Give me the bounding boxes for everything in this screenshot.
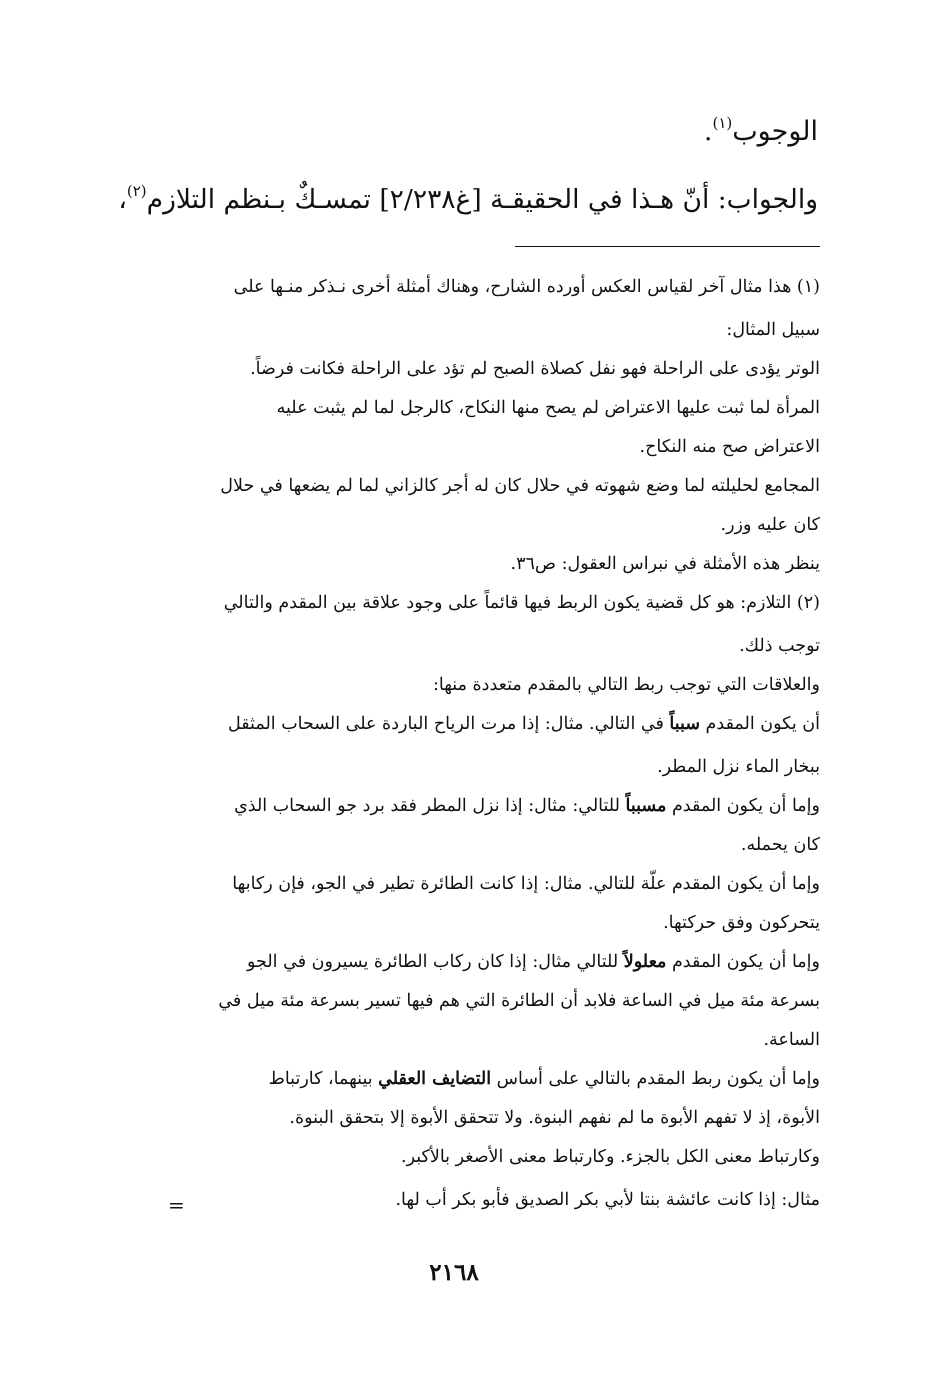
bold-term: التضايف العقلي xyxy=(378,1069,492,1089)
footnote-line: الوتر يؤدى على الراحلة فهو نفل كصلاة الصبح لم تؤد على الراحلة فكانت فرضاً. xyxy=(250,359,820,379)
footnote-line: الأبوة، إذ لا تفهم الأبوة ما لم نفهم البنوة. ولا تتحقق الأبوة إلا بتحقق البنوة. xyxy=(289,1108,820,1128)
footnote-line xyxy=(138,707,820,741)
footnote-line xyxy=(138,789,820,823)
text-run: وإما أن يكون المقدم xyxy=(666,796,820,816)
footnote-line: (١) هذا مثال آخر لقياس العكس أورده الشارح، وهناك أمثلة أخرى نـذكر منـها على xyxy=(233,277,820,297)
footnote-line: مثال: إذا كانت عائشة بنتا لأبي بكر الصديق فأبو بكر أب لها. xyxy=(395,1190,820,1210)
footnote-line: المجامع لحليلته لما وضع شهوته في حلال كان له أجر كالزاني لما لم يضعها في حلال xyxy=(220,476,820,496)
bold-term: سبباً xyxy=(669,714,700,734)
footnote-line: الاعتراض صح منه النكاح. xyxy=(639,437,820,457)
footnote-line xyxy=(138,1062,820,1096)
text-run: وإما أن يكون ربط المقدم بالتالي على أساس xyxy=(491,1069,820,1089)
text-run: في التالي. مثال: إذا مرت الرياح الباردة على السحاب المثقل xyxy=(227,714,670,734)
text-run: للتالي: مثال: إذا نزل المطر فقد برد جو السحاب الذي xyxy=(234,796,626,816)
footnote-line: وإما أن يكون المقدم علّة للتالي. مثال: إذا كانت الطائرة تطير في الجو، فإن ركابها xyxy=(232,874,820,894)
punctuation: . xyxy=(703,116,713,147)
main-text-line-1 xyxy=(704,112,818,155)
main-text-line-2 xyxy=(118,180,818,223)
footnote-line: بسرعة مئة ميل في الساعة فلابد أن الطائرة التي هم فيها تسير بسرعة مئة ميل في xyxy=(218,991,820,1011)
footnote-line: ينظر هذه الأمثلة في نبراس العقول: ص٣٦. xyxy=(510,554,820,574)
footnote-line: (٢) التلازم: هو كل قضية يكون الربط فيها قائماً على وجود علاقة بين المقدم والتالي xyxy=(223,593,820,613)
footnote-ref-2: (٢) xyxy=(126,182,147,200)
text-run: وإما أن يكون المقدم xyxy=(666,952,820,972)
text-run: للتالي مثال: إذا كان ركاب الطائرة يسيرون في الجو xyxy=(247,952,624,972)
footnote-line: توجب ذلك. xyxy=(739,636,820,656)
footnote-line: الساعة. xyxy=(763,1030,820,1050)
page-number: ٢١٦٨ xyxy=(429,1259,479,1286)
footnote-line: يتحركون وفق حركتها. xyxy=(663,913,820,933)
bold-term: معلولاً xyxy=(623,952,667,972)
footnote-line: وكارتباط معنى الكل بالجزء. وكارتباط معنى الأصغر بالأكبر. xyxy=(401,1147,820,1167)
punctuation: ، xyxy=(118,184,127,215)
continuation-mark: = xyxy=(168,1193,185,1217)
bold-term: مسبباً xyxy=(625,796,667,816)
footnote-line xyxy=(138,945,820,979)
footnote-line: كان يحمله. xyxy=(740,835,820,855)
footnote-line: كان عليه وزر. xyxy=(720,515,820,535)
footnote-line: والعلاقات التي توجب ربط التالي بالمقدم متعددة منها: xyxy=(433,675,820,695)
footnote-line: ببخار الماء نزل المطر. xyxy=(657,757,820,777)
main-text: الوجوب xyxy=(732,116,818,147)
footnote-separator xyxy=(515,246,820,247)
footnote-ref-1: (١) xyxy=(712,114,733,132)
text-run: بينهما، كارتباط xyxy=(268,1069,379,1089)
footnote-line: سبيل المثال: xyxy=(726,320,820,340)
text-run: أن يكون المقدم xyxy=(699,714,820,734)
footnote-line: المرأة لما ثبت عليها الاعتراض لم يصح منها النكاح، كالرجل لما لم يثبت عليه xyxy=(276,398,820,418)
main-text: والجواب: أنّ هـذا في الحقيقـة [غ٢/٢٣٨] تمسـكٌ بـنظم التلازم xyxy=(146,184,818,215)
